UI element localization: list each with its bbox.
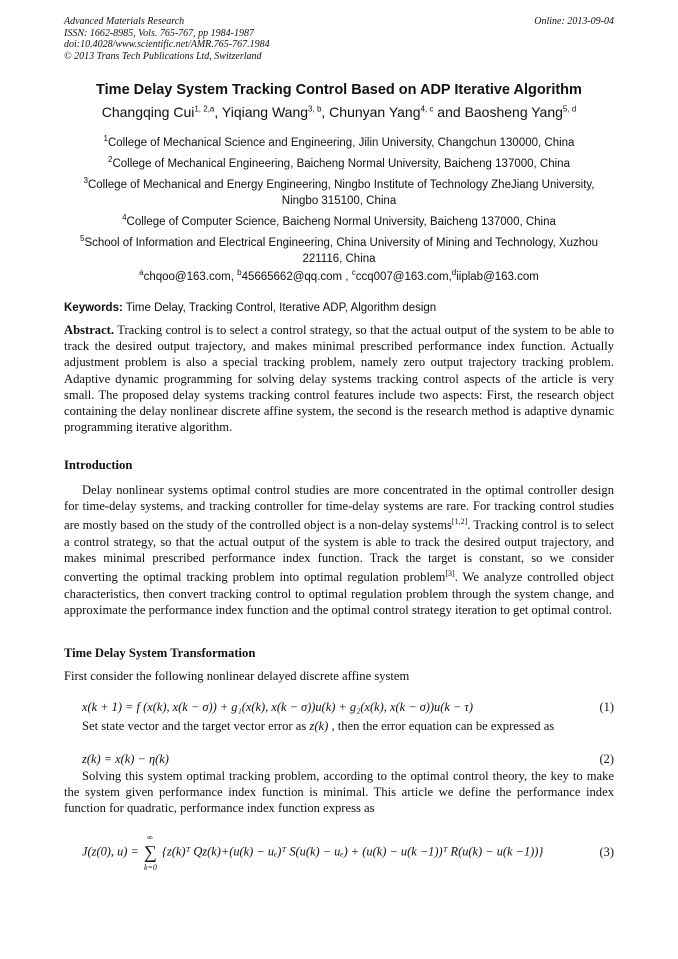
author-name: Chunyan Yang	[329, 104, 421, 120]
email-sup: b	[237, 268, 242, 277]
author-sep: ,	[214, 104, 222, 120]
author-sup: 5, d	[562, 104, 577, 114]
intro-text: . We analyze controlled object characteristics, then convert tracking control to optimal regulation problem through the system change, and approximate the performance index function and the optimal control strategy iteration to get optimal control.	[64, 570, 615, 617]
equation-3-right: {z(k)ᵀ Qz(k)+(u(k) − uₑ)ᵀ S(u(k) − uₑ) + (u(k) − u(k −1))ᵀ R(u(k) − u(k −1))}	[161, 844, 544, 859]
paper-title: Time Delay System Tracking Control Based on ADP Iterative Algorithm	[96, 82, 582, 98]
email-sup: d	[451, 268, 457, 277]
solving-text: Solving this system optimal tracking problem, according to the optimal control theory, the key to make the system given performance index function is minimal. This article we define the performance index function for quadratic, performance index function express as	[64, 769, 614, 816]
keywords-text: Time Delay, Tracking Control, Iterative ADP, Algorithm design	[122, 302, 437, 314]
sum-upper: ∞	[146, 833, 153, 842]
affiliation	[80, 173, 598, 209]
affiliation	[70, 231, 608, 267]
author-sup: 3, b	[308, 104, 322, 114]
set-text: Set state vector and the target vector error as	[82, 719, 310, 733]
copyright-line: © 2013 Trans Tech Publications Ltd, Switzerland	[64, 50, 262, 62]
equation-number-2: (2)	[599, 752, 614, 766]
email: ccq007@163.com,	[355, 270, 452, 283]
intro-text: Delay nonlinear systems optimal control studies are more concentrated in the optimal controller design for time-delay systems, and tracking controller for time-delay systems are rare. For tracking control studies are mostly based on the study of the controlled object is a non-delay systems	[64, 483, 614, 533]
affiliation	[60, 152, 618, 172]
keywords	[64, 302, 436, 314]
set-text: , then the error equation can be expressed as	[328, 719, 555, 733]
author-name: Changqing Cui	[101, 104, 195, 120]
affiliation-text: College of Computer Science, Baicheng Normal University, Baicheng 137000, China	[126, 215, 556, 228]
equation-3	[82, 833, 544, 872]
affiliation-sup: 2	[108, 155, 113, 164]
author-name: Yiqiang Wang	[221, 104, 309, 120]
author-list	[0, 104, 678, 120]
email-list	[0, 268, 678, 283]
equation-1: x(k + 1) = f (x(k), x(k − σ)) + g₁(x(k), x(k − σ))u(k) + g₂(x(k), x(k − σ))u(k − τ)	[82, 700, 473, 714]
affiliation-sup: 5	[80, 234, 85, 243]
author-sep: ,	[321, 104, 330, 120]
equation-number-3: (3)	[599, 845, 614, 859]
abstract-label: Abstract.	[64, 323, 115, 337]
email: 45665662@qq.com ,	[241, 270, 352, 283]
sum-symbol: ∑ ∞ k=0	[143, 833, 157, 872]
affiliation-text: College of Mechanical Science and Engineering, Jilin University, Changchun 130000, China	[107, 136, 575, 149]
solving-paragraph	[64, 768, 614, 817]
affiliation-sup: 3	[83, 176, 88, 185]
transformation-intro: First consider the following nonlinear delayed discrete affine system	[64, 669, 410, 683]
author-name: Baosheng Yang	[464, 104, 563, 120]
issn-line: ISSN: 1662-8985, Vols. 765-767, pp 1984-1987	[64, 27, 254, 39]
affiliation-sup: 4	[122, 213, 127, 222]
equation-number-1: (1)	[599, 700, 614, 714]
affiliation-sup: 1	[103, 134, 108, 143]
affiliation-text: College of Mechanical and Energy Engineering, Ningbo Institute of Technology ZheJiang University, Ningbo 315100, China	[87, 178, 595, 207]
introduction-paragraph	[64, 482, 614, 618]
abstract	[64, 322, 614, 435]
author-sup: 4, c	[420, 104, 434, 114]
equation-2: z(k) = x(k) − η(k)	[82, 752, 169, 766]
intro-text: . Tracking control is to select a control strategy, so that the actual output of the system is able to track the desired output trajectory, and makes minimal prescribed performance index function. Track the target is constant, so we consider converting the optimal tracking problem into optimal regulation problem	[64, 518, 614, 585]
affiliation	[60, 210, 618, 230]
citation: [3]	[445, 569, 455, 579]
affiliation-text: School of Information and Electrical Engineering, China University of Mining and Technology, Xuzhou 221116, China	[84, 236, 598, 265]
doi-line: doi:10.4028/www.scientific.net/AMR.765-767.1984	[64, 39, 270, 50]
section-heading-transformation: Time Delay System Transformation	[64, 646, 256, 660]
author-sep: and	[433, 104, 465, 120]
email-sup: c	[351, 268, 356, 277]
set-state-paragraph	[64, 718, 614, 734]
equation-3-left: J(z(0), u) =	[82, 844, 139, 859]
abstract-text: Tracking control is to select a control strategy, so that the actual output of the system to be able to track the desired output trajectory, and makes minimal prescribed performance index function. Actually adjustment problem is also a special tracking problem, namely zero output trajectory tracking problem. Adaptive dynamic programming for solving delay systems tracking control aspects of the article is very small. The proposed delay systems tracking control features include two aspects: First, the research object containing the delay nonlinear discrete affine system, the second is the research method is adaptive dynamic programming iterative algorithm.	[64, 323, 614, 435]
affiliation-text: College of Mechanical Engineering, Baicheng Normal University, Baicheng 137000, China	[112, 157, 570, 170]
sum-lower: k=0	[143, 863, 157, 872]
email: iiplab@163.com	[456, 270, 539, 283]
email: chqoo@163.com,	[143, 270, 238, 283]
online-date: Online: 2013-09-04	[534, 16, 614, 27]
set-variable: z(k)	[309, 719, 329, 733]
affiliation	[60, 131, 618, 151]
email-sup: a	[139, 268, 144, 277]
citation: [1,2]	[451, 517, 468, 527]
author-sup: 1, 2,a	[194, 104, 215, 114]
keywords-label: Keywords:	[64, 302, 123, 314]
section-heading-introduction: Introduction	[64, 458, 133, 472]
journal-name: Advanced Materials Research	[64, 16, 185, 27]
